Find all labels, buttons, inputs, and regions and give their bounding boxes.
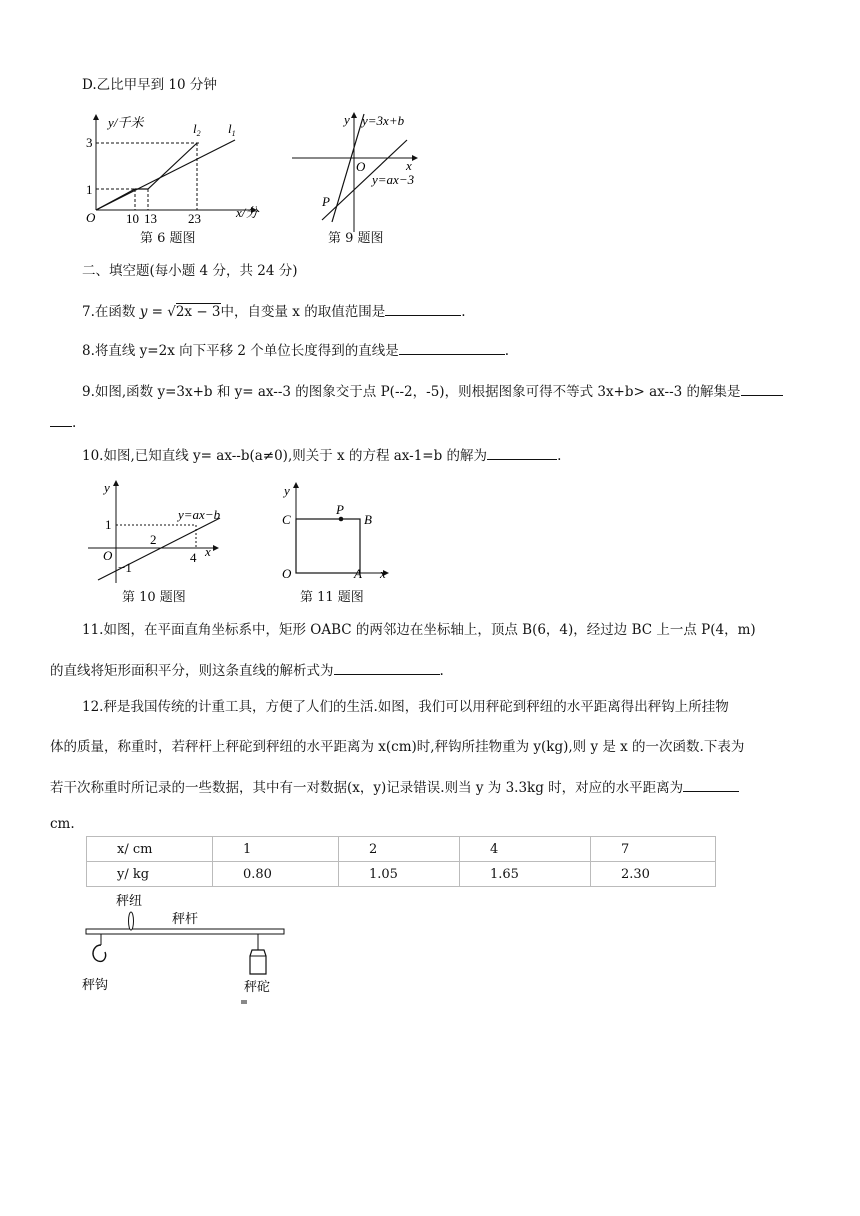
label-hook: 秤钩 bbox=[82, 977, 109, 992]
fig10-caption: 第 10 题图 bbox=[122, 590, 186, 605]
fig9-origin: O bbox=[356, 159, 366, 174]
figure-10 bbox=[88, 478, 228, 588]
fig9-x: x bbox=[406, 158, 412, 173]
question-9 bbox=[82, 381, 783, 402]
table-cell: 4 bbox=[460, 837, 591, 862]
fig6-label-l1: $l_1$ bbox=[228, 121, 236, 138]
q9-text: 9.如图,函数 y=3x+b 和 y= ax--3 的图象交于点 P(--2，-5)，则根据图象可得不等式 3x+b> ax--3 的解集是 bbox=[82, 384, 741, 400]
fig6-label-l2: $l_2$ bbox=[193, 121, 201, 138]
fig11-rectangle bbox=[296, 519, 360, 573]
q11-blank bbox=[334, 660, 440, 675]
question-12-line1: 12.秤是我国传统的计重工具，方便了人们的生活.如图，我们可以用秤砣到秤纽的水平距离得出秤钩上所挂物 bbox=[82, 699, 729, 715]
fig9-y: y bbox=[344, 112, 350, 127]
label-knob: 秤纽 bbox=[116, 893, 143, 908]
fig6-caption: 第 6 题图 bbox=[140, 231, 196, 246]
q9-blank-2 bbox=[50, 412, 72, 427]
fig6-line-l2 bbox=[96, 143, 197, 210]
fig10-origin: O bbox=[103, 548, 113, 563]
table-cell: 2.30 bbox=[591, 862, 716, 887]
fig11-c: C bbox=[282, 512, 291, 527]
table-row bbox=[87, 862, 716, 887]
table-cell: x/ cm bbox=[87, 837, 213, 862]
fig6-line-l1 bbox=[96, 140, 235, 210]
question-11-line2: 的直线将矩形面积平分，则这条直线的解析式为 . bbox=[50, 660, 444, 681]
label-weight: 秤砣 bbox=[244, 979, 271, 994]
fig10-line-label: y=ax−b bbox=[178, 507, 221, 522]
data-table bbox=[86, 836, 716, 887]
fig11-y: y bbox=[284, 483, 290, 498]
fig6-xtick-13: 13 bbox=[144, 211, 157, 226]
table-cell: 2 bbox=[339, 837, 460, 862]
fig6-ytick-1: 1 bbox=[86, 182, 93, 197]
q10-text: 10.如图,已知直线 y= ax--b(a≠0),则关于 x 的方程 ax-1=b 的解为 bbox=[82, 448, 488, 464]
fig9-caption: 第 9 题图 bbox=[328, 231, 384, 246]
table-cell: 1.65 bbox=[460, 862, 591, 887]
q7-before: 7.在函数 bbox=[82, 304, 136, 320]
fig6-origin: O bbox=[86, 210, 96, 225]
weight-icon bbox=[250, 950, 266, 974]
fig10-tick-x2: 2 bbox=[150, 532, 157, 547]
q7-radicand: 2x − 3 bbox=[175, 304, 221, 320]
fig6-xtick-10: 10 bbox=[126, 211, 139, 226]
table-cell: 7 bbox=[591, 837, 716, 862]
q9-continuation: . bbox=[50, 412, 76, 433]
figure-11 bbox=[278, 478, 398, 588]
fig9-point-p: P bbox=[322, 194, 330, 209]
label-rod: 秤杆 bbox=[172, 911, 199, 926]
question-8: 8.将直线 y=2x 向下平移 2 个单位长度得到的直线是 . bbox=[82, 340, 509, 361]
scan-mark bbox=[241, 1000, 247, 1004]
fig10-tick-ym1: −1 bbox=[118, 560, 132, 575]
q8-text: 8.将直线 y=2x 向下平移 2 个单位长度得到的直线是 bbox=[82, 343, 399, 359]
q10-blank bbox=[487, 445, 557, 460]
question-12-line4: cm. bbox=[50, 816, 75, 832]
section-title: 二、填空题(每小题 4 分，共 24 分) bbox=[82, 263, 298, 279]
table-cell: 1 bbox=[213, 837, 339, 862]
fig11-a: A bbox=[354, 566, 362, 581]
table-cell: 1.05 bbox=[339, 862, 460, 887]
question-7: 7.在函数 y = √2x − 3中，自变量 x 的取值范围是 . bbox=[82, 301, 466, 322]
fig6-xlabel: x/分 bbox=[236, 205, 259, 220]
fig11-point-p bbox=[339, 517, 344, 522]
q6-option-d: D.乙比甲早到 10 分钟 bbox=[82, 77, 217, 93]
hook-icon bbox=[93, 945, 106, 961]
steelyard-figure bbox=[80, 888, 300, 1008]
q7-after: 中，自变量 x 的取值范围是 bbox=[220, 304, 386, 320]
q7-blank bbox=[385, 301, 461, 316]
q9-blank bbox=[741, 381, 783, 396]
fig9-line2-label: y=ax−3 bbox=[372, 172, 415, 187]
fig10-tick-x4: 4 bbox=[190, 550, 197, 565]
table-cell: y/ kg bbox=[87, 862, 213, 887]
question-11-line1: 11.如图，在平面直角坐标系中，矩形 OABC 的两邻边在坐标轴上，顶点 B(6，4)，经过边 BC 上一点 P(4，m) bbox=[82, 622, 756, 638]
q8-blank bbox=[399, 340, 505, 355]
fig6-ylabel: y/千米 bbox=[108, 115, 144, 130]
figure-9 bbox=[292, 110, 432, 240]
table-row bbox=[87, 837, 716, 862]
q11-text: 的直线将矩形面积平分，则这条直线的解析式为 bbox=[50, 663, 334, 679]
fig6-ytick-3: 3 bbox=[86, 135, 93, 150]
q7-formula-y: y = bbox=[139, 304, 168, 320]
q12-text: 若干次称重时所记录的一些数据，其中有一对数据(x，y)记录错误.则当 y 为 3.3kg 时，对应的水平距离为 bbox=[50, 780, 684, 796]
question-12-line2: 体的质量，称重时，若秤杆上秤砣到秤纽的水平距离为 x(cm)时,秤钩所挂物重为 y(kg),则 y 是 x 的一次函数.下表为 bbox=[50, 739, 745, 755]
q7-sqrt: √2x − 3 bbox=[167, 304, 221, 320]
steelyard-rod bbox=[86, 929, 284, 934]
fig11-b: B bbox=[364, 512, 372, 527]
fig11-origin: O bbox=[282, 566, 292, 581]
table-cell: 0.80 bbox=[213, 862, 339, 887]
fig10-tick-y1: 1 bbox=[105, 517, 112, 532]
fig6-xtick-23: 23 bbox=[188, 211, 201, 226]
fig11-x: x bbox=[380, 566, 386, 581]
steelyard-knob bbox=[129, 912, 134, 930]
fig10-y: y bbox=[104, 480, 110, 495]
fig11-p: P bbox=[336, 502, 344, 517]
fig9-line1-label: y=3x+b bbox=[362, 113, 405, 128]
fig10-x: x bbox=[205, 544, 211, 559]
question-12-line3 bbox=[50, 777, 739, 798]
q12-blank bbox=[683, 777, 739, 792]
question-10: 10.如图,已知直线 y= ax--b(a≠0),则关于 x 的方程 ax-1=b 的解为 . bbox=[82, 445, 561, 466]
fig11-caption: 第 11 题图 bbox=[300, 590, 364, 605]
